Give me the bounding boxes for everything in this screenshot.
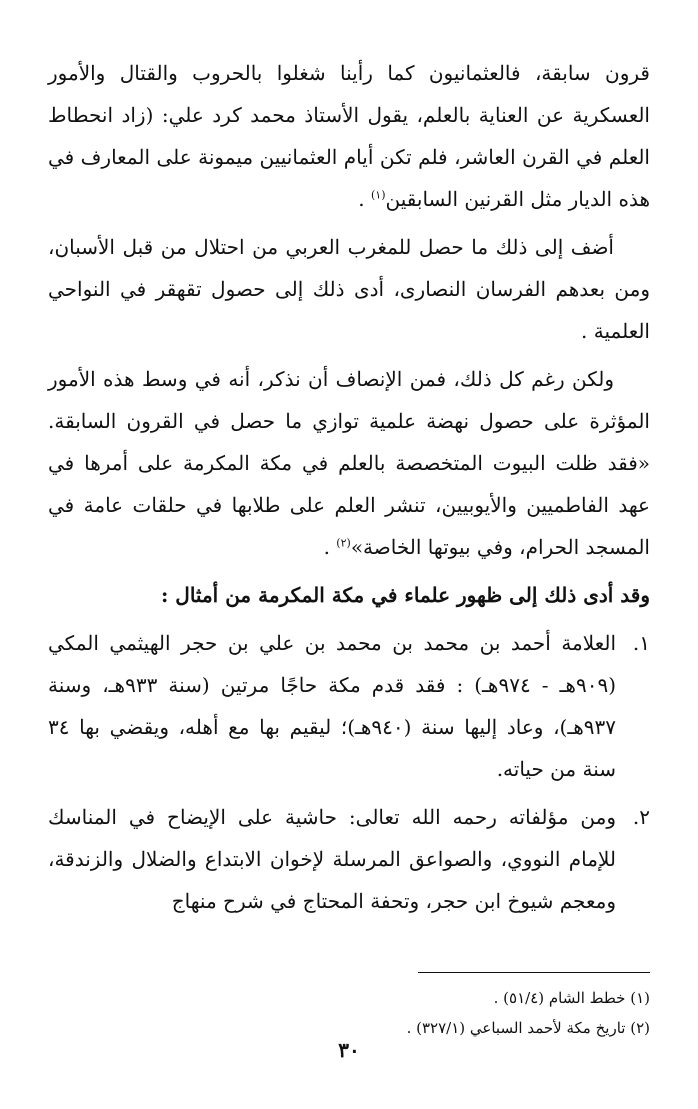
- list-item-number: ٢.: [632, 805, 650, 829]
- footnote-ref-1: (١): [371, 188, 386, 202]
- list-item-text: العلامة أحمد بن محمد بن محمد بن علي بن حجر الهيثمي المكي (٩٠٩هـ - ٩٧٤هـ) : فقد قدم مكة حاجًا مرتين (سنة ٩٣٣هـ، وسنة ٩٣٧هـ)، وعاد إليها سنة (٩٤٠هـ)؛ ليقيم بها مع أهله، ويقضي بها ٣٤ سنة من حياته.: [48, 631, 616, 781]
- list-item: [48, 622, 650, 790]
- list-item: [48, 796, 650, 922]
- footnote-divider: [418, 972, 650, 973]
- paragraph-1: [48, 52, 650, 220]
- list-item-number: ١.: [632, 631, 650, 655]
- scholars-intro-heading: وقد أدى ذلك إلى ظهور علماء في مكة المكرمة من أمثال :: [160, 583, 650, 607]
- paragraph-2: أضف إلى ذلك ما حصل للمغرب العربي من احتلال من قبل الأسبان، ومن بعدهم الفرسان النصارى، أدى ذلك إلى حصول تقهقر في النواحي العلمية .: [48, 235, 650, 343]
- paragraph-3-text: ولكن رغم كل ذلك، فمن الإنصاف أن نذكر، أنه في وسط هذه الأمور المؤثرة على حصول نهضة علمية توازي ما حصل في القرون السابقة. «فقد ظلت البيوت المتخصصة بالعلم في مكة المكرمة على أمرها في عهد الفاطميين والأيوبيين، تنشر العلم على طلابها في حلقات عامة في المسجد الحرام، وفي بيوتها الخاصة»: [48, 367, 650, 559]
- paragraph-3-tail: .: [323, 535, 337, 559]
- paragraph-3: [48, 358, 650, 568]
- page-body: [48, 52, 650, 928]
- footnote-ref-2: (٢): [336, 536, 351, 550]
- footnotes: [48, 983, 650, 1043]
- footnote-1: (١) خطط الشام (٥١/٤) .: [493, 989, 650, 1007]
- list-item-text: ومن مؤلفاته رحمه الله تعالى: حاشية على الإيضاح في المناسك للإمام النووي، والصواعق المرسلة لإخوان الابتداع والضلال والزندقة، ومعجم شيوخ ابن حجر، وتحفة المحتاج في شرح منهاج: [48, 805, 616, 913]
- page-number: ٣٠: [338, 1038, 360, 1062]
- paragraph-1-text: قرون سابقة، فالعثمانيون كما رأينا شغلوا بالحروب والقتال والأمور العسكرية عن العناية بالعلم، يقول الأستاذ محمد كرد علي: (زاد انحطاط العلم في القرن العاشر، فلم تكن أيام العثمانيين ميمونة على المعارف في هذه الديار مثل القرنين السابقين: [48, 61, 650, 211]
- footnote-2: (٢) تاريخ مكة لأحمد السباعي (٣٢٧/١) .: [406, 1019, 650, 1037]
- paragraph-1-tail: .: [358, 187, 371, 211]
